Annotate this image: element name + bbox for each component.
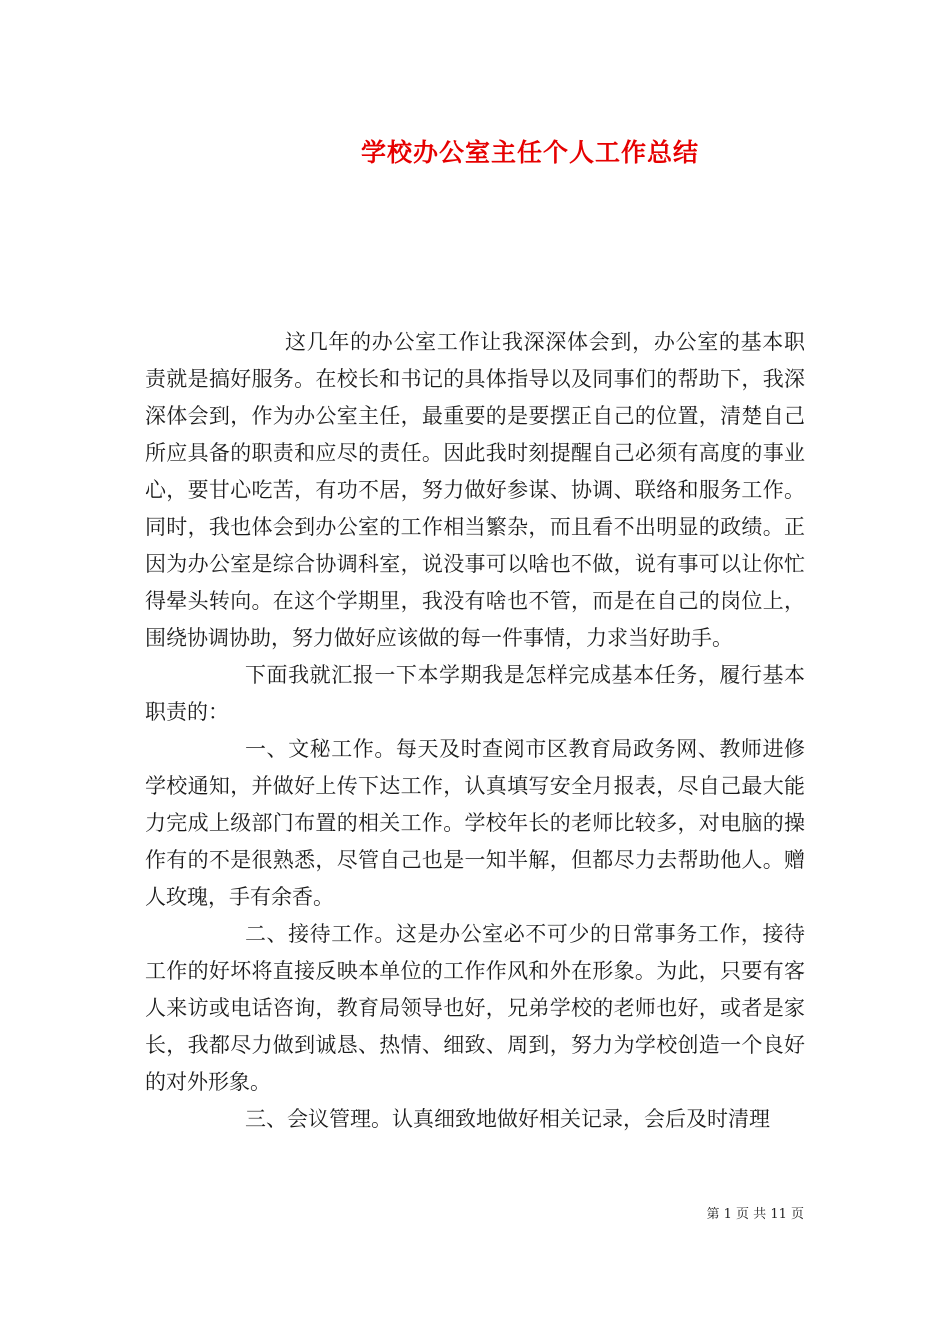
page-number-footer: 第 1 页 共 11 页 (706, 1207, 804, 1222)
paragraph-secretarial: 一、文秘工作。每天及时查阅市区教育局政务网、教师进修学校通知，并做好上传下达工作，认真填写安全月报表，尽自己最大能力完成上级部门布置的相关工作。学校年长的老师比较多，对电脑的操作有的不是很熟悉，尽管自己也是一知半解，但都尽力去帮助他人。赠人玫瑰，手有余香。 (145, 737, 805, 909)
paragraph-intro: 这几年的办公室工作让我深深体会到，办公室的基本职责就是搞好服务。在校长和书记的具体指导以及同事们的帮助下，我深深体会到，作为办公室主任，最重要的是要摆正自己的位置，清楚自己所应具备的职责和应尽的责任。因此我时刻提醒自己必须有高度的事业心，要甘心吃苦，有功不居，努力做好参谋、协调、联络和服务工作。同时，我也体会到办公室的工作相当繁杂，而且看不出明显的政绩。正因为办公室是综合协调科室，说没事可以啥也不做，说有事可以让你忙得晕头转向。在这个学期里，我没有啥也不管，而是在自己的岗位上，围绕协调协助，努力做好应该做的每一件事情，力求当好助手。 (145, 330, 805, 650)
paragraph-meeting: 三、会议管理。认真细致地做好相关记录，会后及时清理 (245, 1107, 770, 1131)
page-title: 学校办公室主任个人工作总结 (360, 138, 699, 167)
paragraph-report: 下面我就汇报一下本学期我是怎样完成基本任务，履行基本职责的： (145, 663, 805, 724)
document-body (145, 324, 805, 1138)
paragraph-reception: 二、接待工作。这是办公室必不可少的日常事务工作，接待工作的好坏将直接反映本单位的工作作风和外在形象。为此，只要有客人来访或电话咨询，教育局领导也好，兄弟学校的老师也好，或者是家长，我都尽力做到诚恳、热情、细致、周到，努力为学校创造一个良好的对外形象。 (145, 922, 805, 1094)
